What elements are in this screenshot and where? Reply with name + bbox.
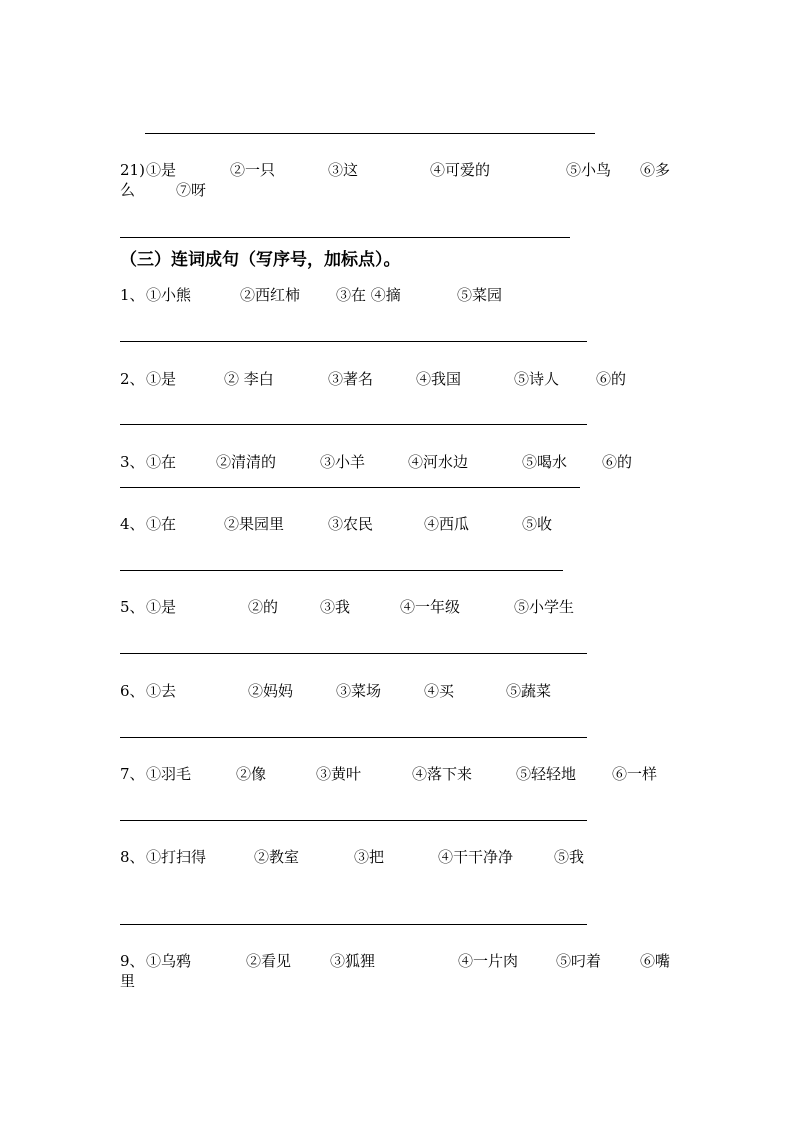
word-choice: ③狐狸 <box>330 952 376 970</box>
word-choice: ④河水边 <box>408 453 469 471</box>
question-number: 4、 <box>120 515 145 533</box>
word-choice: ④干干净净 <box>438 848 514 866</box>
word-choice: ③在 ④摘 <box>336 286 401 304</box>
answer-line <box>120 570 563 571</box>
word-choice: ⑤我 <box>554 848 585 866</box>
word-choice-continuation: 么 <box>120 181 136 199</box>
word-choice: ⑥嘴 <box>640 952 671 970</box>
word-choice: ①在 <box>146 453 177 471</box>
word-choice: ④落下来 <box>412 765 473 783</box>
question-number: 2、 <box>120 370 145 388</box>
word-choice: ①在 <box>146 515 177 533</box>
word-choice: ②一只 <box>230 161 276 179</box>
word-choice: ③菜场 <box>336 682 382 700</box>
word-choice: ⑤诗人 <box>514 370 560 388</box>
answer-line <box>120 653 587 654</box>
question-number: 6、 <box>120 682 145 700</box>
word-choice: ③我 <box>320 598 351 616</box>
word-choice: ⑦呀 <box>176 181 207 199</box>
word-choice: ②像 <box>236 765 267 783</box>
word-choice: ⑤喝水 <box>522 453 568 471</box>
word-choice: ④买 <box>424 682 455 700</box>
word-choice: ③黄叶 <box>316 765 362 783</box>
answer-line <box>120 424 587 425</box>
answer-line <box>120 737 587 738</box>
answer-line <box>120 341 587 342</box>
word-choice: ②妈妈 <box>248 682 294 700</box>
word-choice: ⑥的 <box>602 453 633 471</box>
question-number: 7、 <box>120 765 145 783</box>
question-number: 8、 <box>120 848 145 866</box>
word-choice: ⑥一样 <box>612 765 658 783</box>
question-number: 5、 <box>120 598 145 616</box>
word-choice: ⑤小鸟 <box>566 161 612 179</box>
word-choice: ③农民 <box>328 515 374 533</box>
word-choice: ①羽毛 <box>146 765 192 783</box>
question-number: 21) <box>120 161 145 179</box>
word-choice: ②西红柿 <box>240 286 301 304</box>
word-choice: ①是 <box>146 598 177 616</box>
word-choice: ⑤轻轻地 <box>516 765 577 783</box>
word-choice: ③小羊 <box>320 453 366 471</box>
word-choice-continuation: 里 <box>120 972 136 990</box>
question-number: 3、 <box>120 453 145 471</box>
word-choice: ⑤叼着 <box>556 952 602 970</box>
word-choice: ④西瓜 <box>424 515 470 533</box>
word-choice: ③把 <box>354 848 385 866</box>
word-choice: ②的 <box>248 598 279 616</box>
word-choice: ④一片肉 <box>458 952 519 970</box>
word-choice: ①打扫得 <box>146 848 207 866</box>
answer-line <box>120 237 570 238</box>
question-number: 1、 <box>120 286 145 304</box>
answer-line <box>120 820 587 821</box>
word-choice: ③这 <box>328 161 359 179</box>
question-number: 9、 <box>120 952 145 970</box>
word-choice: ⑥多 <box>640 161 671 179</box>
answer-line <box>120 924 587 925</box>
word-choice: ④可爱的 <box>430 161 491 179</box>
word-choice: ②看见 <box>246 952 292 970</box>
word-choice: ②教室 <box>254 848 300 866</box>
word-choice: ④我国 <box>416 370 462 388</box>
word-choice: ①乌鸦 <box>146 952 192 970</box>
word-choice: ⑤蔬菜 <box>506 682 552 700</box>
section-title: （三）连词成句（写序号，加标点）。 <box>120 250 401 270</box>
word-choice: ⑤菜园 <box>457 286 503 304</box>
word-choice: ④一年级 <box>400 598 461 616</box>
answer-line <box>145 133 595 134</box>
word-choice: ②果园里 <box>224 515 285 533</box>
answer-line <box>120 487 580 488</box>
word-choice: ①去 <box>146 682 177 700</box>
word-choice: ② 李白 <box>224 370 274 388</box>
word-choice: ⑤小学生 <box>514 598 575 616</box>
word-choice: ①是 <box>146 161 177 179</box>
word-choice: ①小熊 <box>146 286 192 304</box>
word-choice: ①是 <box>146 370 177 388</box>
word-choice: ⑤收 <box>522 515 553 533</box>
word-choice: ③著名 <box>328 370 374 388</box>
word-choice: ②清清的 <box>216 453 277 471</box>
word-choice: ⑥的 <box>596 370 627 388</box>
